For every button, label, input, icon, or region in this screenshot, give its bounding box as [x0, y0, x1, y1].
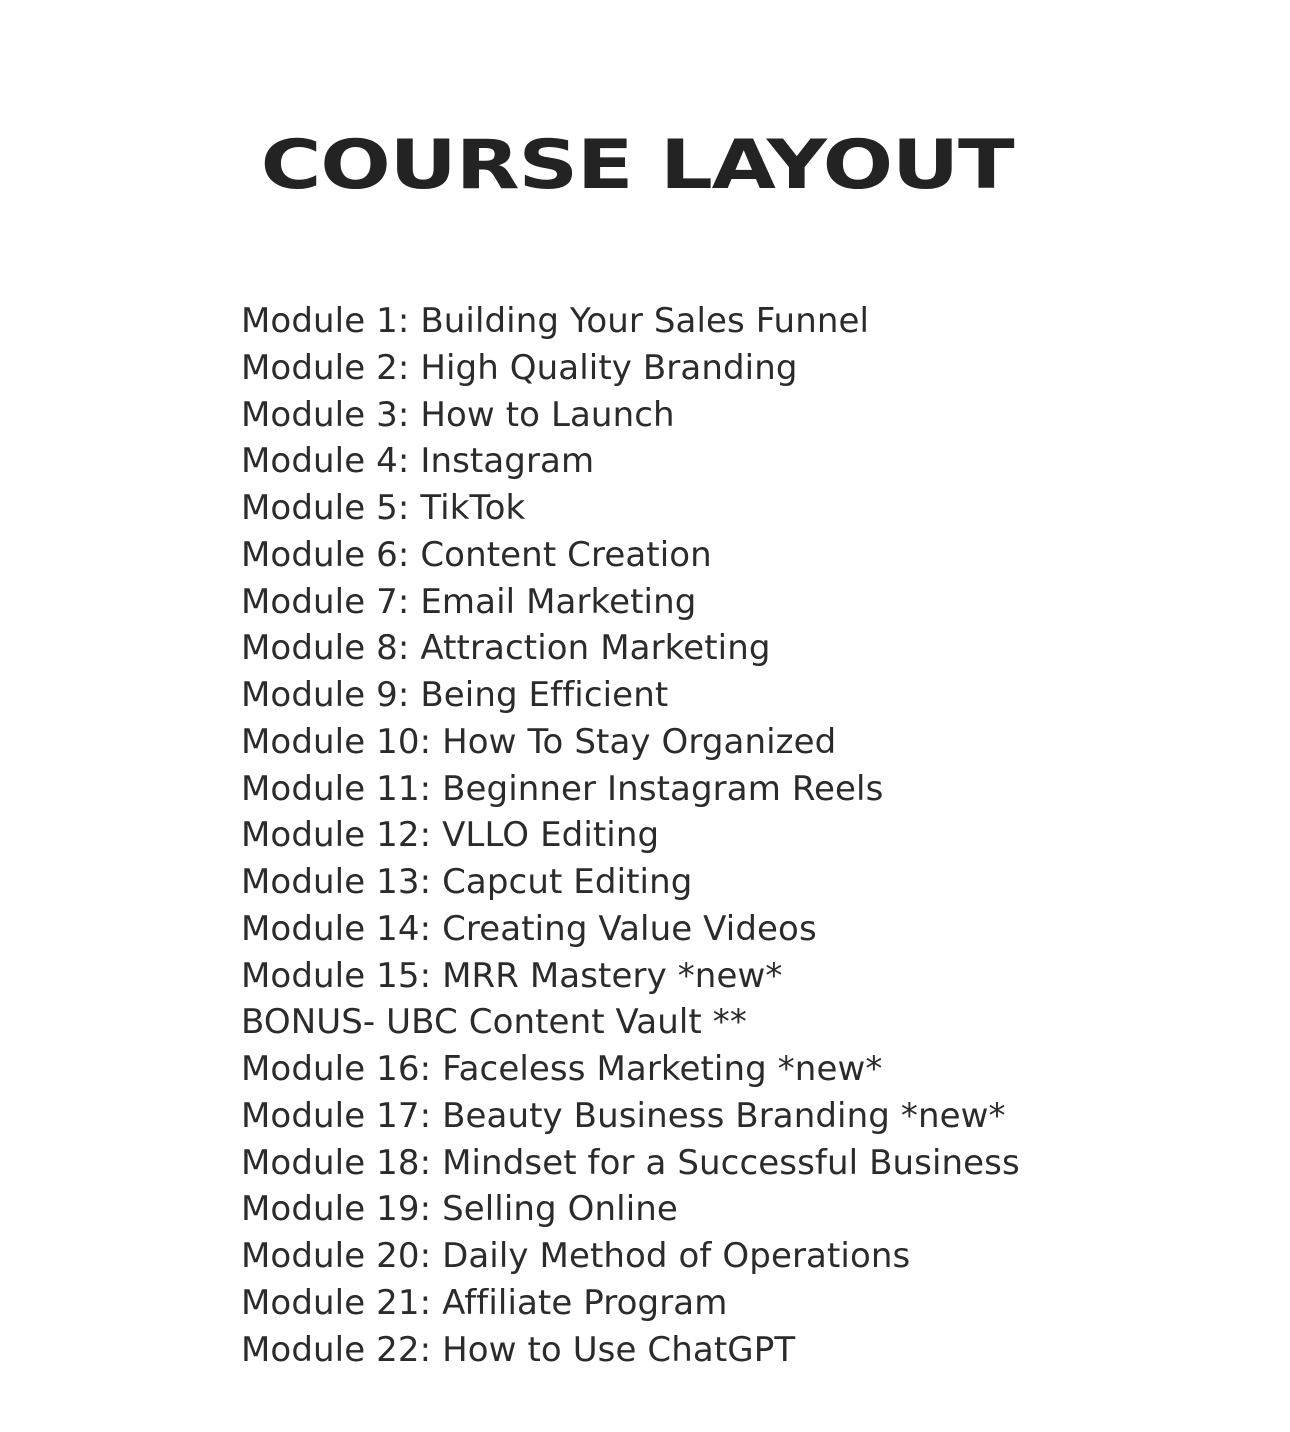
- module-item: Module 11: Beginner Instagram Reels: [241, 768, 884, 809]
- module-item: Module 2: High Quality Branding: [241, 347, 798, 388]
- module-item: Module 5: TikTok: [241, 488, 526, 528]
- module-item: Module 19: Selling Online: [241, 1189, 678, 1230]
- module-item: Module 22: How to Use ChatGPT: [241, 1329, 796, 1370]
- module-item: Module 6: Content Creation: [241, 534, 712, 575]
- module-item: Module 8: Attraction Marketing: [241, 628, 771, 669]
- module-item: Module 10: How To Stay Organized: [241, 721, 837, 762]
- module-item: Module 18: Mindset for a Successful Business: [241, 1142, 1020, 1183]
- module-item: Module 21: Affiliate Program: [241, 1282, 728, 1323]
- page-title: COURSE LAYOUT: [260, 126, 1014, 205]
- module-item: Module 7: Email Marketing: [241, 581, 697, 622]
- module-item: Module 16: Faceless Marketing *new*: [241, 1049, 883, 1089]
- module-list: [241, 298, 1020, 1373]
- module-item: Module 1: Building Your Sales Funnel: [241, 301, 870, 341]
- module-item: Module 12: VLLO Editing: [241, 815, 660, 856]
- module-item: Module 14: Creating Value Videos: [241, 908, 817, 949]
- module-item: Module 17: Beauty Business Branding *new*: [241, 1095, 1006, 1136]
- module-item: Module 13: Capcut Editing: [241, 862, 693, 902]
- module-item: Module 15: MRR Mastery *new*: [241, 955, 783, 996]
- module-item: Module 9: Being Efficient: [241, 675, 669, 715]
- module-item: Module 4: Instagram: [241, 441, 595, 482]
- bonus-item: BONUS- UBC Content Vault **: [241, 1002, 747, 1043]
- module-item: Module 20: Daily Method of Operations: [241, 1236, 911, 1276]
- module-item: Module 3: How to Launch: [241, 394, 675, 435]
